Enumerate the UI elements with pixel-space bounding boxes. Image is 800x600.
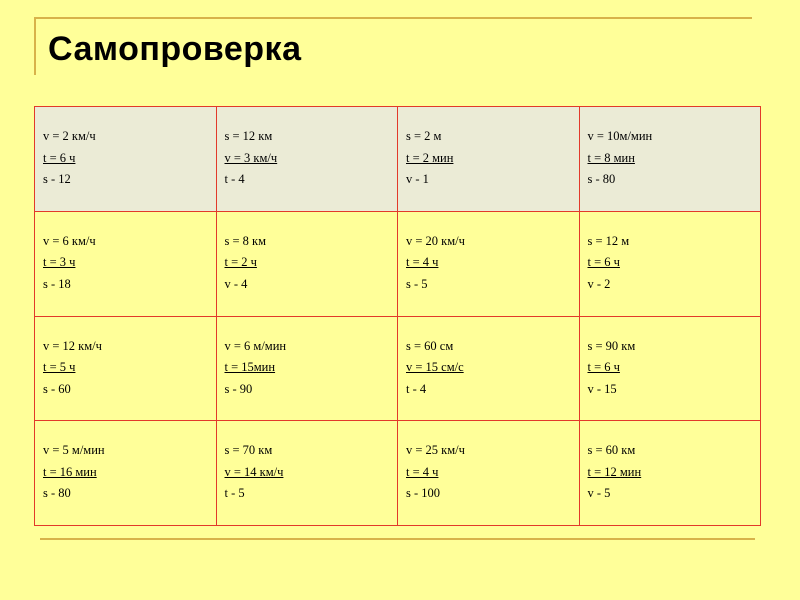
table-cell — [35, 211, 217, 316]
table-cell — [579, 316, 761, 421]
given-value-line: v = 10м/мин — [587, 129, 653, 143]
answer-line: v - 15 — [587, 381, 617, 396]
left-divider-line — [34, 17, 36, 75]
answer-line: v - 4 — [224, 276, 248, 291]
answer-line: t - 4 — [224, 172, 245, 186]
answer-line: s - 5 — [406, 276, 428, 291]
given-value-underlined-line: t = 4 ч — [406, 255, 439, 270]
table-cell — [216, 316, 398, 421]
given-value-line: s = 2 м — [406, 129, 442, 143]
given-value-underlined-line: v = 14 км/ч — [224, 464, 284, 479]
table-cell — [398, 421, 580, 526]
answer-line: s - 18 — [43, 276, 71, 291]
given-value-line: v = 12 км/ч — [43, 338, 102, 353]
given-value-underlined-line: t = 15мин — [224, 360, 276, 374]
given-value-line: v = 6 м/мин — [224, 338, 287, 353]
given-value-line: s = 12 м — [587, 233, 630, 248]
given-value-underlined-line: t = 3 ч — [43, 255, 76, 270]
table-row — [35, 211, 761, 316]
table-row — [35, 316, 761, 421]
given-value-underlined-line: t = 16 мин — [43, 464, 97, 479]
table-cell — [398, 107, 580, 212]
answer-line: s - 12 — [43, 172, 71, 186]
given-value-underlined-line: t = 6 ч — [587, 360, 620, 374]
table-cell — [35, 316, 217, 421]
table-cell — [579, 107, 761, 212]
given-value-underlined-line: t = 6 ч — [43, 150, 76, 165]
table-cell — [216, 107, 398, 212]
answers-table-body — [35, 107, 761, 526]
table-cell — [216, 211, 398, 316]
table-cell — [35, 421, 217, 526]
given-value-underlined-line: t = 5 ч — [43, 360, 76, 374]
given-value-underlined-line: t = 12 мин — [587, 464, 642, 479]
answer-line: t - 4 — [406, 381, 427, 396]
table-cell — [398, 211, 580, 316]
given-value-underlined-line: t = 6 ч — [587, 255, 620, 270]
given-value-line: v = 2 км/ч — [43, 129, 96, 143]
page-title: Самопроверка — [48, 30, 302, 68]
given-value-underlined-line: t = 2 мин — [406, 150, 454, 165]
given-value-line: v = 6 км/ч — [43, 233, 96, 248]
given-value-line: s = 90 км — [587, 338, 636, 353]
table-cell — [35, 107, 217, 212]
top-divider-line — [34, 17, 752, 19]
answer-line: v - 1 — [406, 172, 429, 186]
given-value-line: v = 20 км/ч — [406, 233, 465, 248]
answer-line: v - 2 — [587, 276, 611, 291]
answer-line: s - 100 — [406, 486, 441, 501]
given-value-line: s = 60 км — [587, 443, 636, 458]
given-value-underlined-line: t = 2 ч — [224, 255, 257, 270]
given-value-line: s = 60 см — [406, 338, 454, 353]
given-value-underlined-line: t = 8 мин — [587, 150, 635, 165]
given-value-underlined-line: v = 3 км/ч — [224, 150, 278, 165]
given-value-line: v = 5 м/мин — [43, 443, 105, 458]
answers-table — [34, 106, 761, 526]
table-cell — [398, 316, 580, 421]
table-cell — [216, 421, 398, 526]
answer-line: t - 5 — [224, 486, 245, 501]
given-value-underlined-line: t = 4 ч — [406, 464, 439, 479]
answer-line: s - 60 — [43, 381, 71, 396]
given-value-line: s = 70 км — [224, 443, 273, 458]
table-cell — [579, 211, 761, 316]
answer-line: s - 90 — [224, 381, 253, 396]
given-value-line: v = 25 км/ч — [406, 443, 465, 458]
answer-line: v - 5 — [587, 486, 611, 501]
table-row — [35, 421, 761, 526]
table-cell — [579, 421, 761, 526]
answer-line: s - 80 — [587, 172, 616, 186]
bottom-divider-line — [40, 538, 755, 540]
answer-line: s - 80 — [43, 486, 71, 501]
table-row — [35, 107, 761, 212]
given-value-underlined-line: v = 15 см/с — [406, 360, 464, 374]
given-value-line: s = 12 км — [224, 129, 273, 143]
given-value-line: s = 8 км — [224, 233, 267, 248]
